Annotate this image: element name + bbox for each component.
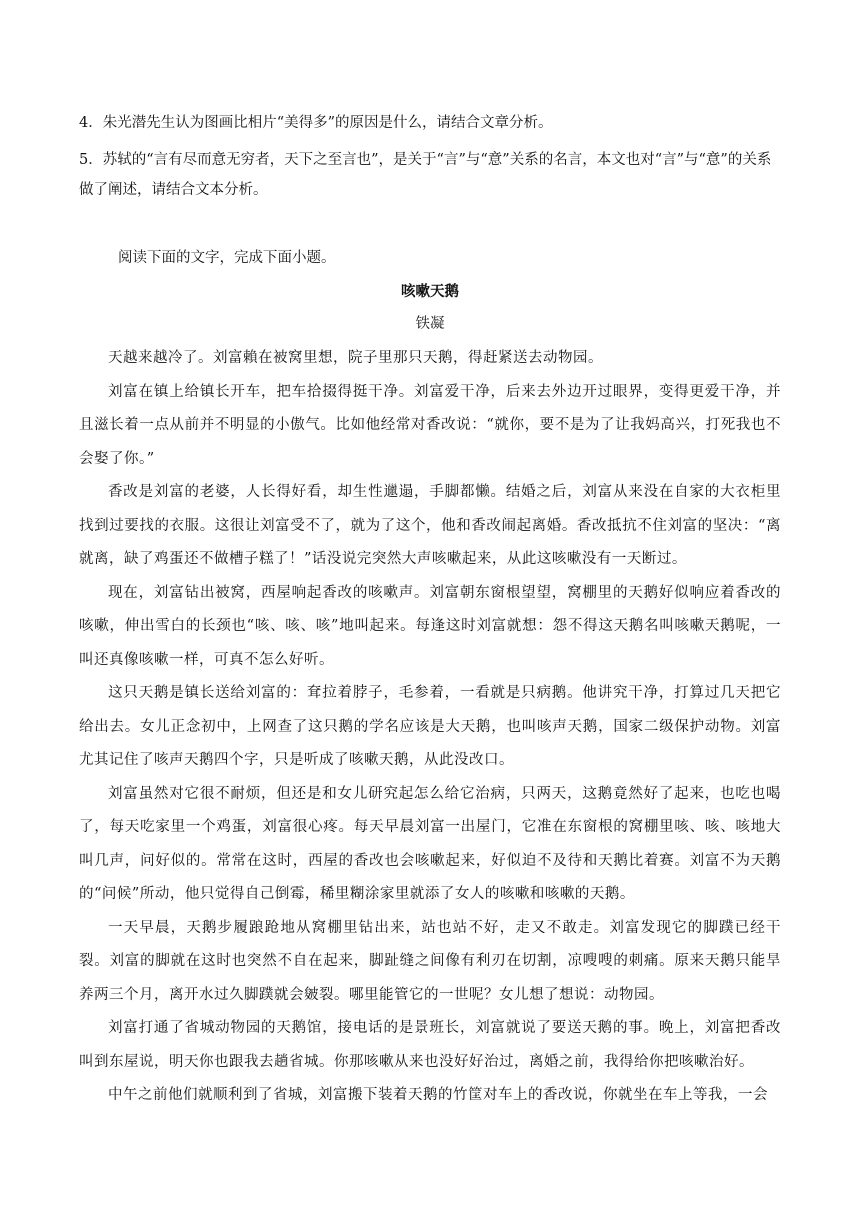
article-author: 铁凝 — [415, 316, 445, 332]
question-4: 4．朱光潜先生认为图画比相片“美得多”的原因是什么，请结合文章分析。 — [79, 115, 553, 131]
article-paragraph: 现在，刘富钻出被窝，西屋响起香改的咳嗽声。刘富朝东窗根望望，窝棚里的天鹅好似响应着香改的咳嗽，伸出雪白的长颈也“咳、咳、咳”地叫起来。每逢这时刘富就想：怨不得这天鹅名叫咳嗽天鹅呢，一叫还真像咳嗽一样，可真不怎么好听。 — [79, 584, 781, 668]
article-paragraph: 中午之前他们就顺利到了省城，刘富搬下装着天鹅的竹筐对车上的香改说，你就坐在车上等我，一会 — [108, 1087, 768, 1103]
article-title: 咳嗽天鹅 — [401, 283, 459, 300]
article-paragraph: 刘富在镇上给镇长开车，把车拾掇得挺干净。刘富爱干净，后来去外边开过眼界，变得更爱干净，并且滋长着一点从前并不明显的小傲气。比如他经常对香改说：“就你，要不是为了让我妈高兴，打死我也不会娶了你。” — [79, 383, 781, 467]
reading-instruction: 阅读下面的文字，完成下面小题。 — [118, 250, 336, 266]
article-paragraph: 香改是刘富的老婆，人长得好看，却生性邋遢，手脚都懒。结婚之后，刘富从来没在自家的大衣柜里找到过要找的衣服。这很让刘富受不了，就为了这个，他和香改闹起离婚。香改抵抗不住刘富的坚决：“离就离，缺了鸡蛋还不做槽子糕了！”话没说完突然大声咳嗽起来，从此这咳嗽没有一天断过。 — [79, 484, 781, 567]
article-body — [79, 342, 781, 1113]
article-paragraph: 刘富打通了省城动物园的天鹅馆，接电话的是景班长，刘富就说了要送天鹅的事。晚上，刘富把香改叫到东屋说，明天你也跟我去趟省城。你那咳嗽从来也没好好治过，离婚之前，我得给你把咳嗽治好。 — [79, 1020, 781, 1070]
article-paragraph: 一天早晨，天鹅步履踉跄地从窝棚里钻出来，站也站不好，走又不敢走。刘富发现它的脚蹼已经干裂。刘富的脚就在这时也突然不自在起来，脚趾缝之间像有利刃在切割，凉嗖嗖的刺痛。原来天鹅只能旱养两三个月，离开水过久脚蹼就会皴裂。哪里能管它的一世呢？女儿想了想说：动物园。 — [79, 919, 781, 1003]
article-paragraph: 这只天鹅是镇长送给刘富的：耷拉着脖子，毛参着，一看就是只病鹅。他讲究干净，打算过几天把它给出去。女儿正念初中，上网查了这只鹅的学名应该是大天鹅，也叫咳声天鹅，国家二级保护动物。刘富尤其记住了咳声天鹅四个字，只是听成了咳嗽天鹅，从此没改口。 — [79, 685, 781, 768]
article-paragraph: 刘富虽然对它很不耐烦，但还是和女儿研究起怎么给它治病，只两天，这鹅竟然好了起来，也吃也喝了，每天吃家里一个鸡蛋，刘富很心疼。每天早晨刘富一出屋门，它准在东窗根的窝棚里咳、咳、咳地大叫几声，问好似的。常常在这时，西屋的香改也会咳嗽起来，好似迫不及待和天鹅比着赛。刘富不为天鹅的“问候”所动，他只觉得自己倒霉，稀里糊涂家里就添了女人的咳嗽和咳嗽的天鹅。 — [79, 785, 781, 902]
article-paragraph: 天越来越冷了。刘富賴在被窝里想，院子里那只天鹅，得赶紧送去动物园。 — [108, 350, 603, 366]
question-5: 5．苏轼的“言有尽而意无穷者，天下之至言也”，是关于“言”与“意”关系的名言，本文也对“言”与“意”的关系做了阐述，请结合文本分析。 — [79, 152, 772, 198]
